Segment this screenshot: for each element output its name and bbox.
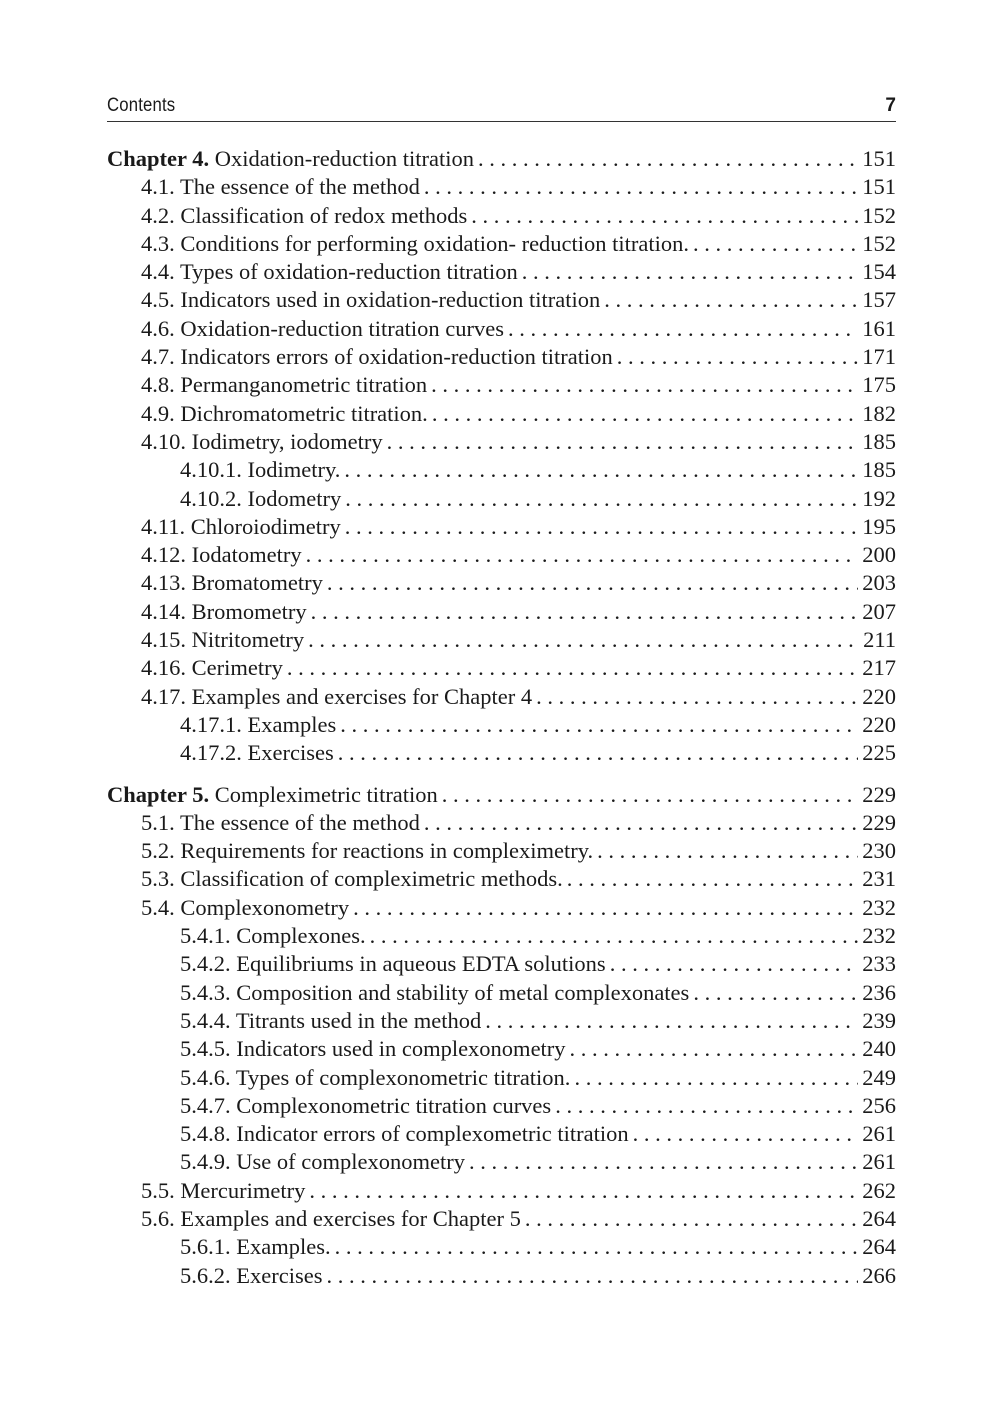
toc-page-number: 185 (862, 428, 896, 454)
dot-leader (309, 1177, 858, 1205)
toc-page-number: 185 (862, 457, 896, 483)
toc-entry-title: 5.2. Requirements for reactions in compleximetry. (141, 838, 594, 864)
toc-page-number: 232 (862, 894, 896, 920)
toc-section-entry[interactable] (107, 809, 896, 837)
toc-entry-title: 4.8. Permanganometric titration (141, 372, 428, 398)
chapter-label: Chapter 5. (107, 781, 210, 807)
toc-entry-title: 5.4.8. Indicator errors of complexometric titration (180, 1121, 629, 1147)
toc-section-entry[interactable] (107, 258, 896, 286)
dot-leader (424, 809, 858, 837)
table-of-contents (107, 145, 896, 1290)
dot-leader (308, 626, 859, 654)
toc-section-entry[interactable] (107, 428, 896, 456)
toc-page-number: 151 (862, 174, 896, 200)
toc-page-number: 211 (863, 627, 896, 653)
toc-entry-title: 5.4.4. Titrants used in the method (180, 1007, 482, 1033)
dot-leader (604, 286, 858, 314)
toc-entry-title: 4.11. Chloroiodimetry (141, 513, 341, 539)
toc-subsection-entry[interactable] (107, 1262, 896, 1290)
toc-entry-title: 5.4.9. Use of complexonometry (180, 1149, 465, 1175)
toc-page-number: 152 (862, 230, 896, 256)
dot-leader (471, 202, 858, 230)
toc-entry-title: 4.17.2. Exercises (180, 740, 334, 766)
toc-entry-title: 5.6. Examples and exercises for Chapter 5 (141, 1205, 521, 1231)
toc-subsection-entry[interactable] (107, 1092, 896, 1120)
toc-subsection-entry[interactable] (107, 1233, 896, 1261)
dot-leader (344, 456, 858, 484)
toc-subsection-entry[interactable] (107, 1035, 896, 1063)
toc-chapter-heading (107, 145, 478, 173)
dot-leader (485, 1007, 858, 1035)
toc-page-number: 233 (862, 951, 896, 977)
toc-entry-title: 4.12. Iodatometry (141, 542, 302, 568)
toc-page-number: 240 (862, 1036, 896, 1062)
toc-section-entry[interactable] (107, 541, 896, 569)
dot-leader (536, 683, 858, 711)
toc-page-number: 161 (862, 315, 896, 341)
toc-page-number: 220 (862, 711, 896, 737)
toc-page-number: 236 (862, 979, 896, 1005)
toc-page-number: 203 (862, 570, 896, 596)
toc-section-entry[interactable] (107, 315, 896, 343)
toc-page-number: 182 (862, 400, 896, 426)
toc-subsection-entry[interactable] (107, 1120, 896, 1148)
toc-page-number: 249 (862, 1064, 896, 1090)
dot-leader (335, 1233, 859, 1261)
toc-page-number: 230 (862, 838, 896, 864)
toc-page-number: 154 (862, 259, 896, 285)
dot-leader (424, 173, 858, 201)
toc-entry-title: 4.10.1. Iodimetry. (180, 457, 341, 483)
dot-leader (693, 979, 858, 1007)
toc-entry-title: 4.9. Dichromatometric titration. (141, 400, 428, 426)
toc-entry-title: 5.5. Mercurimetry (141, 1177, 306, 1203)
toc-entry-title: 4.6. Oxidation-reduction titration curves (141, 315, 505, 341)
toc-page-number: 217 (862, 655, 896, 681)
dot-leader (353, 894, 858, 922)
dot-leader (597, 837, 858, 865)
toc-page-number: 220 (862, 683, 896, 709)
toc-page-number: 151 (862, 146, 896, 171)
toc-section-entry[interactable] (107, 894, 896, 922)
dot-leader (610, 950, 859, 978)
toc-page-number: 239 (862, 1007, 896, 1033)
dot-leader (617, 343, 859, 371)
toc-chapter-entry[interactable] (107, 781, 896, 809)
toc-page-number: 232 (862, 923, 896, 949)
dot-leader (508, 315, 858, 343)
toc-page-number: 207 (862, 598, 896, 624)
toc-section-entry[interactable] (107, 654, 896, 682)
toc-page-number: 231 (862, 866, 896, 892)
dot-leader (345, 513, 858, 541)
toc-entry-title: 4.7. Indicators errors of oxidation-reduction titration (141, 344, 613, 370)
dot-leader (340, 711, 858, 739)
toc-page-number: 157 (862, 287, 896, 313)
toc-page-number: 261 (862, 1149, 896, 1175)
toc-entry-title: 5.4. Complexonometry (141, 894, 350, 920)
toc-entry-title: 5.4.1. Complexones. (180, 923, 366, 949)
toc-entry-title: 4.17. Examples and exercises for Chapter 4 (141, 683, 533, 709)
toc-page-number: 171 (862, 344, 896, 370)
toc-entry-title: 4.13. Bromatometry (141, 570, 323, 596)
dot-leader (693, 230, 858, 258)
toc-section-entry[interactable] (107, 513, 896, 541)
dot-leader (633, 1120, 859, 1148)
dot-leader (370, 922, 859, 950)
toc-section-entry[interactable] (107, 626, 896, 654)
toc-page-number: 175 (862, 372, 896, 398)
toc-page-number: 152 (862, 202, 896, 228)
dot-leader (306, 541, 859, 569)
dot-leader (432, 400, 858, 428)
toc-entry-title: 5.1. The essence of the method (141, 809, 420, 835)
dot-leader (555, 1092, 858, 1120)
toc-entry-title: 5.4.6. Types of complexonometric titration. (180, 1064, 571, 1090)
toc-page-number: 229 (862, 809, 896, 835)
running-header (107, 95, 896, 122)
toc-entry-title: 4.2. Classification of redox methods (141, 202, 468, 228)
toc-subsection-entry[interactable] (107, 922, 896, 950)
dot-leader (442, 781, 858, 809)
toc-entry-title: 4.5. Indicators used in oxidation-reduction titration (141, 287, 601, 313)
toc-section-entry[interactable] (107, 343, 896, 371)
toc-entry-title: 5.4.7. Complexonometric titration curves (180, 1092, 552, 1118)
dot-leader (345, 485, 858, 513)
toc-section-entry[interactable] (107, 598, 896, 626)
toc-page-number: 266 (862, 1262, 896, 1288)
toc-page-number: 256 (862, 1092, 896, 1118)
toc-section-entry[interactable] (107, 202, 896, 230)
dot-leader (338, 739, 859, 767)
dot-leader (387, 428, 859, 456)
dot-leader (287, 654, 858, 682)
toc-entry-title: 4.10. Iodimetry, iodometry (141, 428, 383, 454)
dot-leader (469, 1148, 858, 1176)
toc-chapter-entry[interactable] (107, 145, 896, 173)
toc-section-entry[interactable] (107, 173, 896, 201)
toc-entry-title: 4.15. Nitritometry (141, 627, 305, 653)
toc-page-number: 192 (862, 485, 896, 511)
toc-section-entry[interactable] (107, 400, 896, 428)
toc-section-entry[interactable] (107, 865, 896, 893)
dot-leader (431, 371, 858, 399)
toc-subsection-entry[interactable] (107, 739, 896, 767)
chapter-label: Chapter 4. (107, 146, 210, 171)
toc-page-number: 229 (862, 781, 896, 807)
toc-section-entry[interactable] (107, 1205, 896, 1233)
toc-section-entry[interactable] (107, 371, 896, 399)
dot-leader (522, 258, 859, 286)
toc-subsection-entry[interactable] (107, 485, 896, 513)
toc-entry-title: 5.6.2. Exercises (180, 1262, 323, 1288)
toc-entry-title: 4.3. Conditions for performing oxidation- reduction titration. (141, 230, 690, 256)
dot-leader (574, 1064, 858, 1092)
toc-page-number: 261 (862, 1121, 896, 1147)
chapter-gap (107, 768, 896, 781)
chapter-title: Compleximetric titration (214, 781, 438, 807)
toc-section-entry[interactable] (107, 286, 896, 314)
toc-entry-title: 4.17.1. Examples (180, 711, 337, 737)
chapter-title: Oxidation-reduction titration (214, 146, 475, 171)
dot-leader (311, 598, 859, 626)
dot-leader (525, 1205, 858, 1233)
toc-section-entry[interactable] (107, 569, 896, 597)
toc-subsection-entry[interactable] (107, 979, 896, 1007)
toc-page-number: 264 (862, 1234, 896, 1260)
toc-entry-title: 4.10.2. Iodometry (180, 485, 342, 511)
toc-section-entry[interactable] (107, 683, 896, 711)
toc-entry-title: 5.3. Classification of compleximetric methods. (141, 866, 563, 892)
toc-page-number: 262 (862, 1177, 896, 1203)
toc-entry-title: 5.4.3. Composition and stability of metal complexonates (180, 979, 690, 1005)
toc-page-number: 195 (862, 513, 896, 539)
toc-chapter-heading (107, 781, 442, 809)
toc-subsection-entry[interactable] (107, 1007, 896, 1035)
running-header-title: Contents (107, 95, 176, 116)
toc-page-number: 200 (862, 542, 896, 568)
toc-subsection-entry[interactable] (107, 1148, 896, 1176)
dot-leader (478, 145, 858, 173)
toc-entry-title: 4.1. The essence of the method (141, 174, 420, 200)
dot-leader (570, 1035, 859, 1063)
toc-subsection-entry[interactable] (107, 950, 896, 978)
toc-section-entry[interactable] (107, 230, 896, 258)
toc-entry-title: 4.16. Cerimetry (141, 655, 283, 681)
dot-leader (567, 865, 858, 893)
toc-entry-title: 4.4. Types of oxidation-reduction titration (141, 259, 518, 285)
dot-leader (327, 569, 858, 597)
toc-subsection-entry[interactable] (107, 1064, 896, 1092)
toc-entry-title: 5.6.1. Examples. (180, 1234, 331, 1260)
toc-entry-title: 5.4.2. Equilibriums in aqueous EDTA solutions (180, 951, 606, 977)
toc-section-entry[interactable] (107, 837, 896, 865)
toc-page-number: 264 (862, 1205, 896, 1231)
toc-section-entry[interactable] (107, 1177, 896, 1205)
toc-subsection-entry[interactable] (107, 711, 896, 739)
dot-leader (326, 1262, 858, 1290)
toc-subsection-entry[interactable] (107, 456, 896, 484)
toc-entry-title: 4.14. Bromometry (141, 598, 307, 624)
page-number: 7 (885, 95, 896, 116)
toc-entry-title: 5.4.5. Indicators used in complexonometry (180, 1036, 566, 1062)
toc-page-number: 225 (862, 740, 896, 766)
